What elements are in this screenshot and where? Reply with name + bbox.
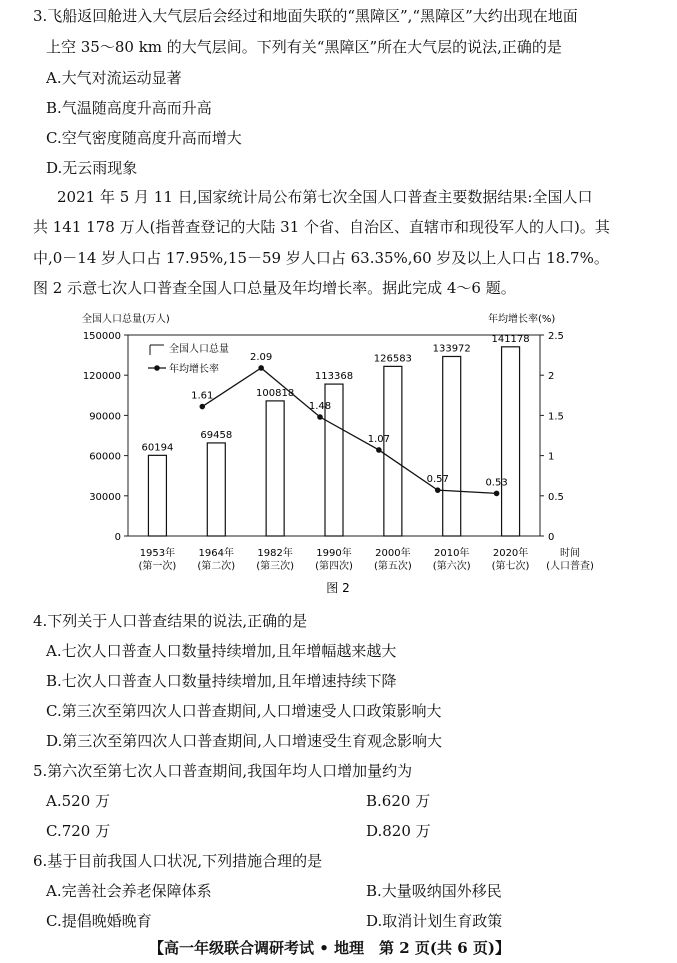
x-category-year: 2020年 (492, 548, 529, 559)
growth-rate-point (494, 491, 500, 497)
x-category-year: 1982年 (257, 548, 293, 559)
right-tick-label: 2.5 (548, 331, 564, 342)
population-bar-label: 141178 (491, 333, 530, 345)
q6-option-b: B.大量吸纳国外移民 (366, 882, 502, 900)
q5-option-b: B.620 万 (366, 792, 431, 810)
x-category-year: 2000年 (375, 548, 411, 559)
figure-caption: 图 2 (326, 581, 350, 595)
growth-rate-label: 2.09 (250, 351, 273, 363)
population-bar-label: 100818 (256, 387, 295, 399)
q6-option-d: D.取消计划生育政策 (366, 912, 503, 930)
right-axis-title: 年均增长率(%) (488, 314, 556, 325)
q3-stem-line2: 上空 35～80 km 的大气层间。下列有关“黑障区”所在大气层的说法,正确的是 (46, 38, 562, 56)
x-category-census: (第五次) (373, 561, 412, 572)
passage-line1: 2021 年 5 月 11 日,国家统计局公布第七次全国人口普查主要数据结果:全国人口 (57, 188, 593, 206)
growth-rate-point (376, 447, 382, 453)
growth-rate-label: 1.07 (367, 433, 390, 445)
x-category-census: (第六次) (432, 561, 471, 572)
right-tick-label: 1.5 (548, 411, 564, 423)
right-tick-label: 0.5 (548, 491, 564, 503)
population-bar-label: 69458 (200, 429, 233, 441)
population-bar (384, 366, 402, 536)
legend-bar-label: 全国人口总量 (169, 344, 229, 355)
population-bar-label: 60194 (141, 442, 174, 454)
q5-stem: 5.第六次至第七次人口普查期间,我国年均人口增加量约为 (33, 762, 413, 780)
left-tick-label: 90000 (89, 411, 121, 423)
left-tick-label: 60000 (89, 451, 121, 463)
q3-stem-line1: 3.飞船返回舱进入大气层后会经过和地面失联的“黑障区”,“黑障区”大约出现在地面 (33, 7, 578, 25)
growth-rate-label: 1.48 (308, 401, 332, 413)
x-category-year: 1964年 (198, 548, 235, 559)
passage-line2: 共 141 178 万人(指普查登记的大陆 31 个省、自治区、直辖市和现役军人的人口)。其 (33, 218, 610, 236)
q6-option-a: A.完善社会养老保障体系 (46, 882, 212, 900)
population-bar-label: 133972 (432, 343, 471, 355)
q4-stem: 4.下列关于人口普查结果的说法,正确的是 (33, 612, 308, 630)
growth-rate-point (435, 487, 441, 493)
growth-rate-point (199, 404, 205, 410)
population-bar (502, 347, 520, 536)
q4-option-b: B.七次人口普查人口数量持续增加,且年增速持续下降 (46, 672, 397, 690)
x-category-census: (第二次) (197, 561, 236, 572)
x-category-census: (第一次) (138, 561, 177, 572)
x-axis-title: 时间 (560, 548, 580, 559)
x-category-year: 1990年 (316, 548, 352, 559)
right-tick-label: 2 (548, 371, 555, 383)
q3-option-a: A.大气对流运动显著 (46, 69, 182, 87)
right-tick-label: 1 (548, 451, 555, 463)
x-category-census: (第三次) (256, 561, 295, 572)
passage-line3: 中,0－14 岁人口占 17.95%,15－59 岁人口占 63.35%,60 岁及以上人口占 18.7%。 (33, 249, 609, 267)
q3-option-d: D.无云雨现象 (46, 159, 138, 177)
page-footer: 【高一年级联合调研考试 • 地理 第 2 页(共 6 页)】 (149, 939, 510, 957)
population-bar (207, 443, 225, 536)
legend-line-label: 年均增长率 (169, 364, 219, 375)
population-bar-label: 113368 (314, 371, 354, 383)
growth-rate-label: 0.53 (485, 477, 508, 489)
q6-option-c: C.提倡晚婚晚育 (46, 912, 152, 930)
left-axis-title: 全国人口总量(万人) (82, 314, 170, 325)
q5-option-d: D.820 万 (366, 822, 431, 840)
q5-option-c: C.720 万 (46, 822, 111, 840)
left-tick-label: 150000 (82, 331, 121, 342)
growth-rate-point (317, 414, 323, 420)
x-category-year: 2010年 (433, 548, 470, 559)
q5-option-a: A.520 万 (46, 792, 110, 810)
legend-line-marker (154, 365, 160, 371)
q4-option-d: D.第三次至第四次人口普查期间,人口增速受生育观念影响大 (46, 732, 443, 750)
population-bar (443, 356, 461, 536)
growth-rate-point (258, 365, 264, 371)
growth-rate-label: 1.61 (191, 390, 214, 402)
passage-line4: 图 2 示意七次人口普查全国人口总量及年均增长率。据此完成 4～6 题。 (33, 279, 516, 297)
population-bar (148, 455, 166, 536)
growth-rate-label: 0.57 (426, 474, 449, 486)
population-bar (266, 401, 284, 536)
x-axis-subtitle: (人口普查) (546, 561, 594, 572)
right-tick-label: 0 (548, 532, 555, 543)
left-tick-label: 120000 (82, 371, 121, 383)
x-category-census: (第七次) (491, 561, 530, 572)
left-tick-label: 30000 (89, 491, 121, 503)
left-tick-label: 0 (114, 532, 121, 543)
q6-stem: 6.基于目前我国人口状况,下列措施合理的是 (33, 852, 323, 870)
q3-option-c: C.空气密度随高度升高而增大 (46, 129, 242, 147)
x-category-census: (第四次) (315, 561, 353, 572)
q4-option-a: A.七次人口普查人口数量持续增加,且年增幅越来越大 (46, 642, 397, 660)
x-category-year: 1953年 (139, 548, 176, 559)
q4-option-c: C.第三次至第四次人口普查期间,人口增速受人口政策影响大 (46, 702, 442, 720)
q3-option-b: B.气温随高度升高而升高 (46, 99, 212, 117)
population-bar-label: 126583 (373, 353, 412, 365)
